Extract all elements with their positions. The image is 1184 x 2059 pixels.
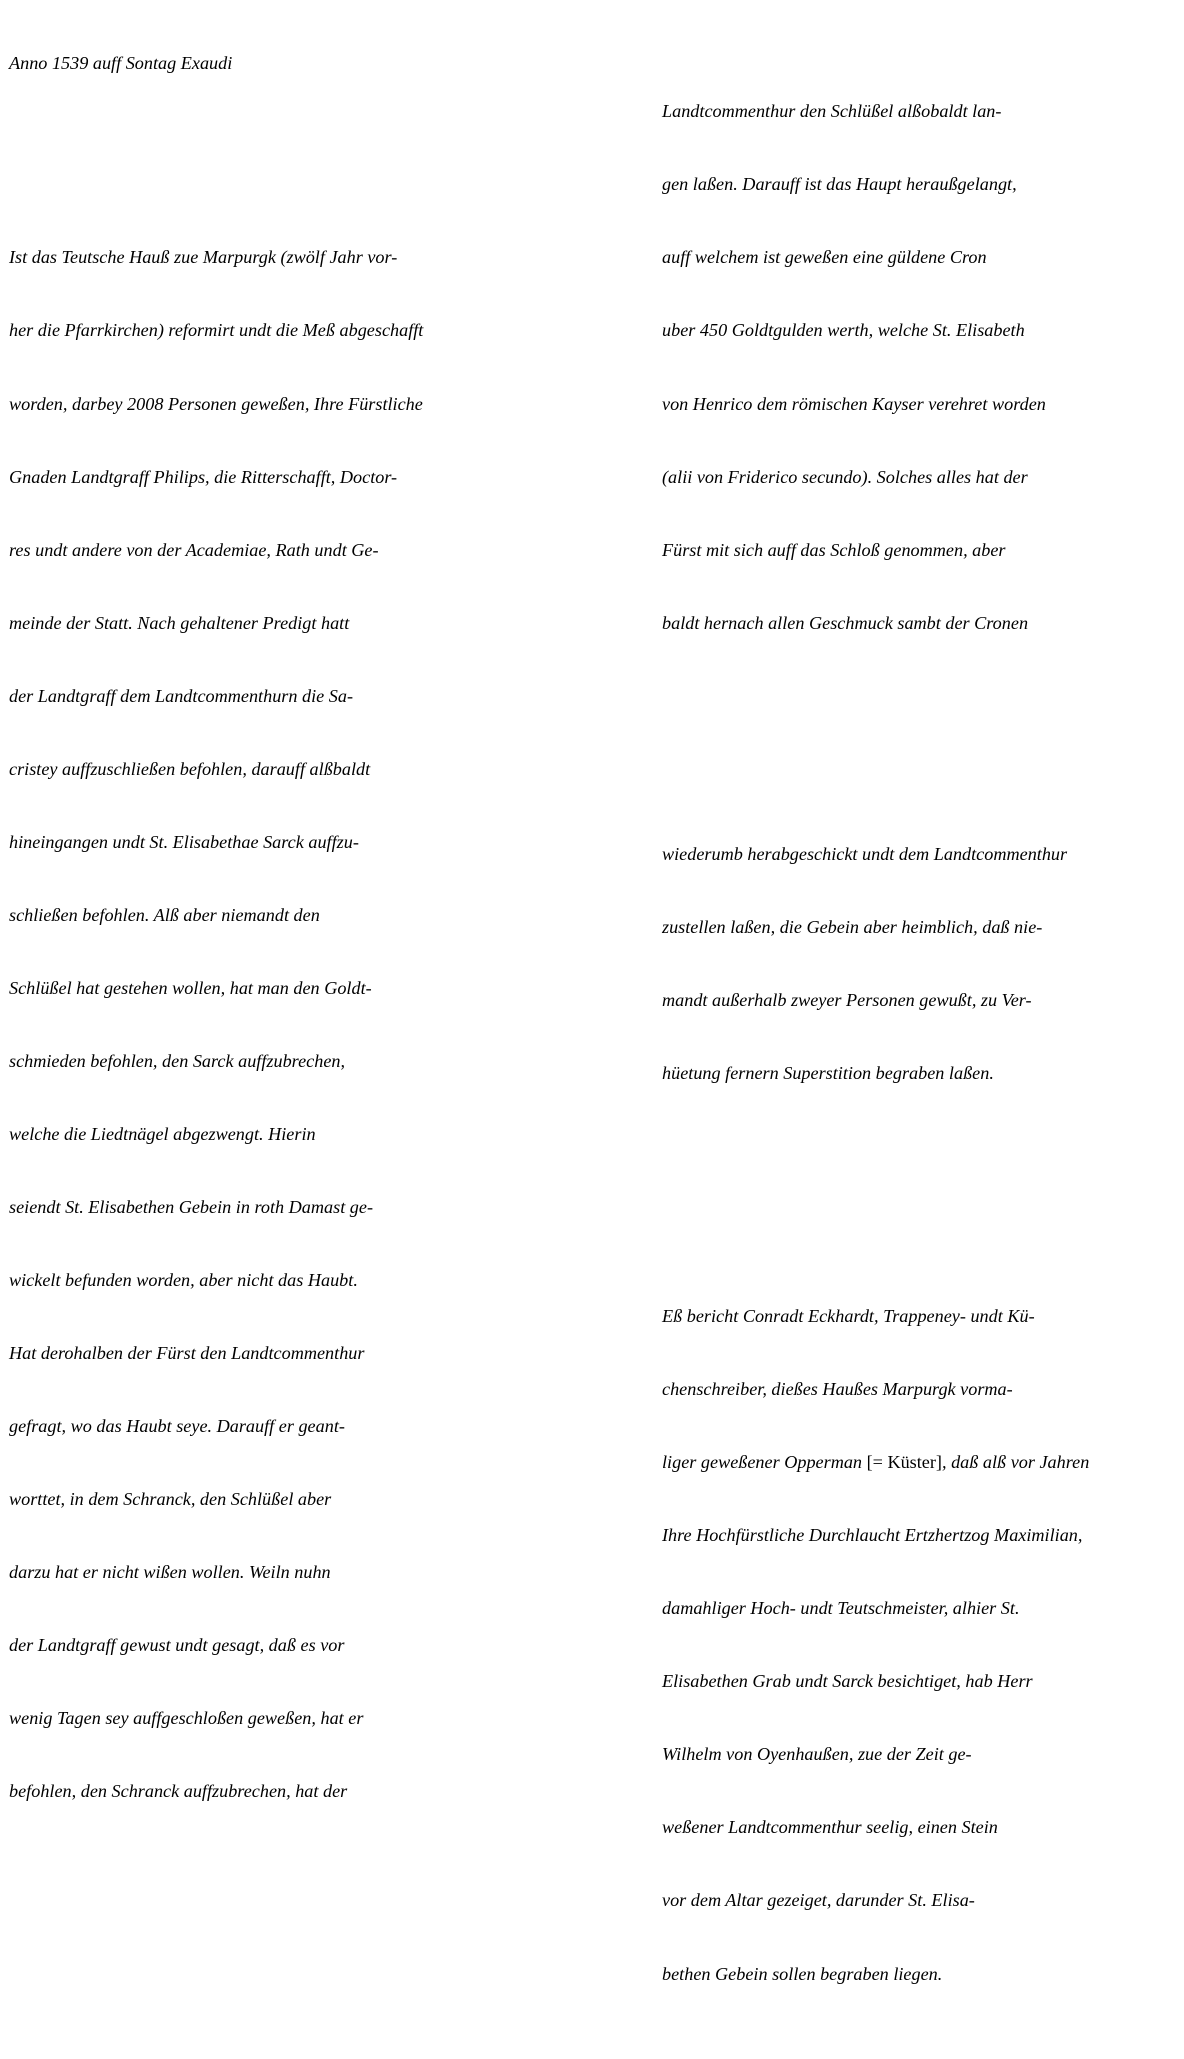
paragraph-gap bbox=[662, 1183, 1177, 1207]
text-line: uber 450 Goldtgulden werth, welche St. Elisabeth bbox=[662, 320, 1025, 341]
text-line: seiendt St. Elisabethen Gebein in roth Damast ge- bbox=[9, 1196, 374, 1217]
text-line: schließen befohlen. Alß aber niemandt den bbox=[9, 904, 320, 925]
text-line: gefragt, wo das Haubt seye. Darauff er geant- bbox=[9, 1415, 345, 1436]
text-line: damahliger Hoch- undt Teutschmeister, alhier St. bbox=[662, 1598, 1020, 1619]
text-line: Fürst mit sich auff das Schloß genommen, aber bbox=[662, 539, 1006, 560]
text-line: chenschreiber, dießes Haußes Marpurgk vorma- bbox=[662, 1379, 1013, 1400]
text-line: worttet, in dem Schranck, den Schlüßel aber bbox=[9, 1488, 332, 1509]
text-line: welche die Liedtnägel abgezwengt. Hierin bbox=[9, 1123, 316, 1144]
text-line: weßener Landtcommenthur seelig, einen Stein bbox=[662, 1817, 998, 1838]
heading-gap bbox=[9, 124, 589, 148]
text-line: cristey auffzuschließen befohlen, darauff alßbaldt bbox=[9, 758, 371, 779]
text-line: der Landtgraff gewust undt gesagt, daß es vor bbox=[9, 1635, 345, 1656]
text-line: Elisabethen Grab undt Sarck besichtiget, hab Herr bbox=[662, 1671, 1033, 1692]
text-line: Eß bericht Conradt Eckhardt, Trappeney- undt Kü- bbox=[662, 1306, 1035, 1327]
left-paragraph bbox=[9, 197, 589, 1852]
text-fragment: , daß alß vor Jahren bbox=[941, 1452, 1090, 1473]
right-block-1 bbox=[662, 51, 1177, 684]
heading: Anno 1539 auff Sontag Exaudi bbox=[9, 52, 233, 73]
text-line: wenig Tagen sey auffgeschloßen geweßen, hat er bbox=[9, 1708, 364, 1729]
text-line: Schlüßel hat gestehen wollen, hat man den Goldt- bbox=[9, 977, 372, 998]
text-line: der Landtgraff dem Landtcommenthurn die Sa- bbox=[9, 685, 354, 706]
text-line: zustellen laßen, die Gebein aber heimblich, daß nie- bbox=[662, 916, 1043, 937]
text-line: (alii von Friderico secundo). Solches alles hat der bbox=[662, 466, 1028, 487]
right-block-3 bbox=[662, 1256, 1177, 2035]
text-line: Ist das Teutsche Hauß zue Marpurgk (zwölf Jahr vor- bbox=[9, 247, 398, 268]
text-line: hüetung fernern Superstition begraben laßen. bbox=[662, 1062, 994, 1083]
text-line: auff welchem ist geweßen eine güldene Cron bbox=[662, 247, 987, 268]
text-line: wickelt befunden worden, aber nicht das Haubt. bbox=[9, 1269, 358, 1290]
text-line: vor dem Altar gezeiget, darunder St. Elisa- bbox=[662, 1890, 975, 1911]
text-fragment: liger geweßener Opperman bbox=[662, 1452, 867, 1473]
text-line: Hat derohalben der Fürst den Landtcommenthur bbox=[9, 1342, 365, 1363]
text-line: hineingangen undt St. Elisabethae Sarck auffzu- bbox=[9, 831, 359, 852]
text-line: wiederumb herabgeschickt undt dem Landtcommenthur bbox=[662, 843, 1068, 864]
text-line: schmieden befohlen, den Sarck auffzubrechen, bbox=[9, 1050, 346, 1071]
right-block-2 bbox=[662, 793, 1177, 1134]
left-column bbox=[9, 2, 589, 1876]
text-line: befohlen, den Schranck auffzubrechen, hat der bbox=[9, 1781, 348, 1802]
block-gap bbox=[662, 732, 1177, 744]
text-line: gen laßen. Darauff ist das Haupt heraußgelangt, bbox=[662, 174, 1017, 195]
text-line: Gnaden Landtgraff Philips, die Ritterschafft, Doctor- bbox=[9, 466, 398, 487]
text-line: worden, darbey 2008 Personen geweßen, Ihre Fürstliche bbox=[9, 393, 423, 414]
right-column bbox=[662, 2, 1177, 2059]
text-line: von Henrico dem römischen Kayser verehret worden bbox=[662, 393, 1046, 414]
text-line-with-bracket bbox=[662, 1450, 1177, 1474]
text-line: darzu hat er nicht wißen wollen. Weiln nuhn bbox=[9, 1562, 331, 1582]
text-line: mandt außerhalb zweyer Personen gewußt, zu Ver- bbox=[662, 989, 1032, 1010]
text-line: meinde der Statt. Nach gehaltener Predigt hatt bbox=[9, 612, 350, 633]
text-line: bethen Gebein sollen begraben liegen. bbox=[662, 1963, 943, 1984]
text-line: baldt hernach allen Geschmuck sambt der Cronen bbox=[662, 612, 1029, 633]
text-line: Ihre Hochfürstliche Durchlaucht Ertzhertzog Maximilian, bbox=[662, 1525, 1083, 1546]
text-line: Wilhelm von Oyenhaußen, zue der Zeit ge- bbox=[662, 1744, 972, 1765]
text-line: Landtcommenthur den Schlüßel alßobaldt lan- bbox=[662, 101, 1002, 122]
editorial-bracket: [= Küster] bbox=[866, 1452, 942, 1473]
text-line: res undt andere von der Academiae, Rath undt Ge- bbox=[9, 539, 379, 560]
text-line: her die Pfarrkirchen) reformirt undt die Meß abgeschafft bbox=[9, 320, 424, 341]
